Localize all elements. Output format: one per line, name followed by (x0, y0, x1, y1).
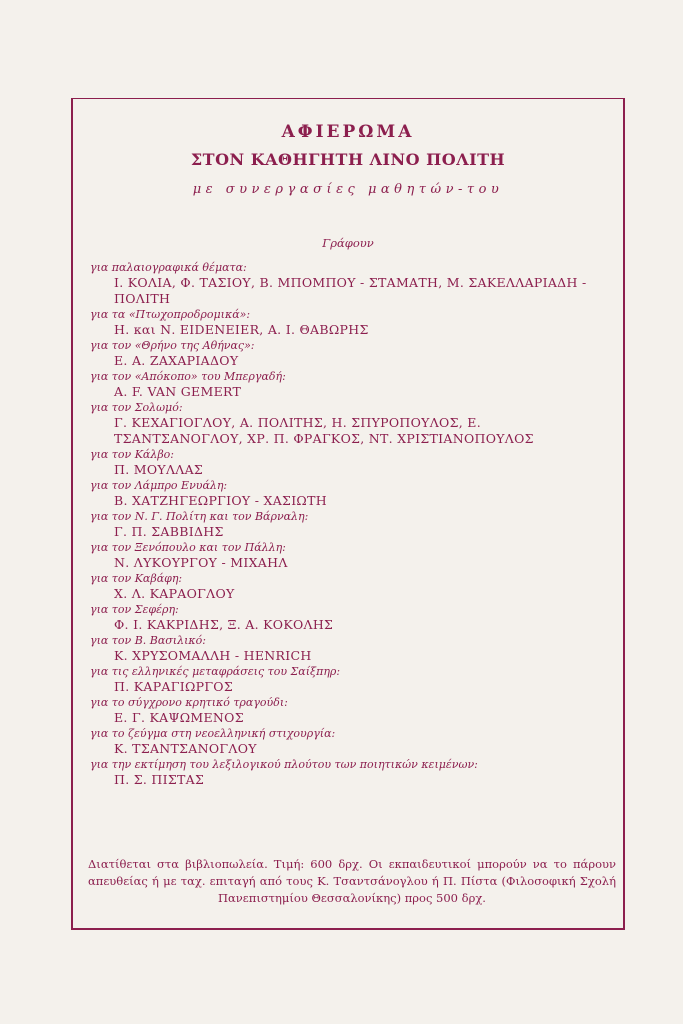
contribution-topic: για τα «Πτωχοπροδρομικά»: (90, 308, 251, 321)
page-title: ΑΦΙΕΡΩΜΑ (281, 122, 415, 142)
contribution-authors: Β. ΧΑΤΖΗΓΕΩΡΓΙΟΥ - ΧΑΣΙΩΤΗ (114, 493, 327, 508)
contribution-authors: Π. Σ. ΠΙΣΤΑΣ (114, 772, 205, 787)
page-tagline: με συνεργασίες μαθητών-του (192, 182, 504, 197)
list-item (90, 338, 620, 369)
contribution-topic: για τον Σεφέρη: (90, 603, 179, 616)
contribution-topic: για τον «Απόκοπο» του Μπεργαδή: (90, 370, 286, 383)
page-subtitle: ΣΤΟΝ ΚΑΘΗΓΗΤΗ ΛΙΝΟ ΠΟΛΙΤΗ (190, 150, 506, 169)
contribution-topic: για τον «Θρήνο της Αθήνας»: (90, 339, 255, 352)
contribution-topic: για το σύγχρονο κρητικό τραγούδι: (90, 696, 288, 709)
contribution-topic: για τον Ξενόπουλο και τον Πάλλη: (90, 541, 286, 554)
list-item (90, 571, 620, 602)
list-item (90, 540, 620, 571)
contribution-authors: Ι. ΚΟΛΙΑ, Φ. ΤΑΣΙΟΥ, Β. ΜΠΟΜΠΟΥ - ΣΤΑΜΑΤΗ, Μ. ΣΑΚΕΛΛΑΡΙΑΔΗ - ΠΟΛΙΤΗ (114, 275, 587, 306)
list-item (90, 260, 620, 307)
list-item (90, 664, 620, 695)
contribution-topic: για τον Καβάφη: (90, 572, 183, 585)
contribution-topic: για τον Κάλβο: (90, 448, 175, 461)
contribution-topic: για τον Σολωμό: (90, 401, 183, 414)
contribution-authors: Κ. ΧΡΥΣΟΜΑΛΛΗ - HENRICH (114, 648, 312, 663)
contribution-authors: Η. και Ν. EIDENEIER, Α. Ι. ΘΑΒΩΡΗΣ (114, 322, 369, 337)
list-item (90, 447, 620, 478)
list-item (90, 307, 620, 338)
contribution-topic: για τις ελληνικές μεταφράσεις του Σαίξπηρ: (90, 665, 341, 678)
contribution-authors: A. F. VAN GEMERT (114, 384, 242, 399)
contribution-topic: για τον Λάμπρο Ενυάλη: (90, 479, 228, 492)
contribution-topic: για παλαιογραφικά θέματα: (90, 261, 247, 274)
contribution-authors: Γ. ΚΕΧΑΓΙΟΓΛΟΥ, Α. ΠΟΛΙΤΗΣ, Η. ΣΠΥΡΟΠΟΥΛΟΣ, Ε. ΤΣΑΝΤΣΑΝΟΓΛΟΥ, ΧΡ. Π. ΦΡΑΓΚΟΣ, ΝΤ. ΧΡΙΣΤΙΑΝΟΠΟΥΛΟΣ (114, 415, 534, 446)
list-item (90, 695, 620, 726)
contribution-topic: για το ζεύγμα στη νεοελληνική στιχουργία: (90, 727, 336, 740)
contribution-authors: Χ. Λ. ΚΑΡΑΟΓΛΟΥ (114, 586, 235, 601)
contribution-authors: Ν. ΛΥΚΟΥΡΓΟΥ - ΜΙΧΑΗΛ (114, 555, 288, 570)
contribution-authors: Ε. Γ. ΚΑΨΩΜΕΝΟΣ (114, 710, 244, 725)
contribution-authors: Π. ΚΑΡΑΓΙΩΡΓΟΣ (114, 679, 233, 694)
list-item (90, 478, 620, 509)
list-item (90, 633, 620, 664)
contribution-topic: για την εκτίμηση του λεξιλογικού πλούτου των ποιητικών κειμένων: (90, 758, 478, 771)
contribution-authors: Κ. ΤΣΑΝΤΣΑΝΟΓΛΟΥ (114, 741, 257, 756)
contribution-authors: Ε. Α. ΖΑΧΑΡΙΑΔΟΥ (114, 353, 239, 368)
list-item (90, 757, 620, 788)
contribution-authors: Φ. Ι. ΚΑΚΡΙΔΗΣ, Ξ. Α. ΚΟΚΟΛΗΣ (114, 617, 334, 632)
list-item (90, 726, 620, 757)
contribution-authors: Π. ΜΟΥΛΛΑΣ (114, 462, 204, 477)
writers-label: Γράφουν (322, 236, 374, 250)
contribution-topic: για τον Β. Βασιλικό: (90, 634, 206, 647)
contributions-list (90, 260, 620, 788)
availability-note: Διατίθεται στα βιβλιοπωλεία. Τιμή: 600 δρχ. Οι εκπαιδευτικοί μπορούν να το πάρουν απευθείας ή με ταχ. επιταγή από τους Κ. Τσαντσάνογλου ή Π. Πίστα (Φιλοσοφική Σχολή Πανεπιστημίου Θεσσαλονίκης) προς 500 δρχ. (88, 857, 616, 905)
contribution-topic: για τον Ν. Γ. Πολίτη και τον Βάρναλη: (90, 510, 309, 523)
list-item (90, 509, 620, 540)
list-item (90, 602, 620, 633)
list-item (90, 369, 620, 400)
list-item (90, 400, 620, 447)
contribution-authors: Γ. Π. ΣΑΒΒΙΔΗΣ (114, 524, 224, 539)
